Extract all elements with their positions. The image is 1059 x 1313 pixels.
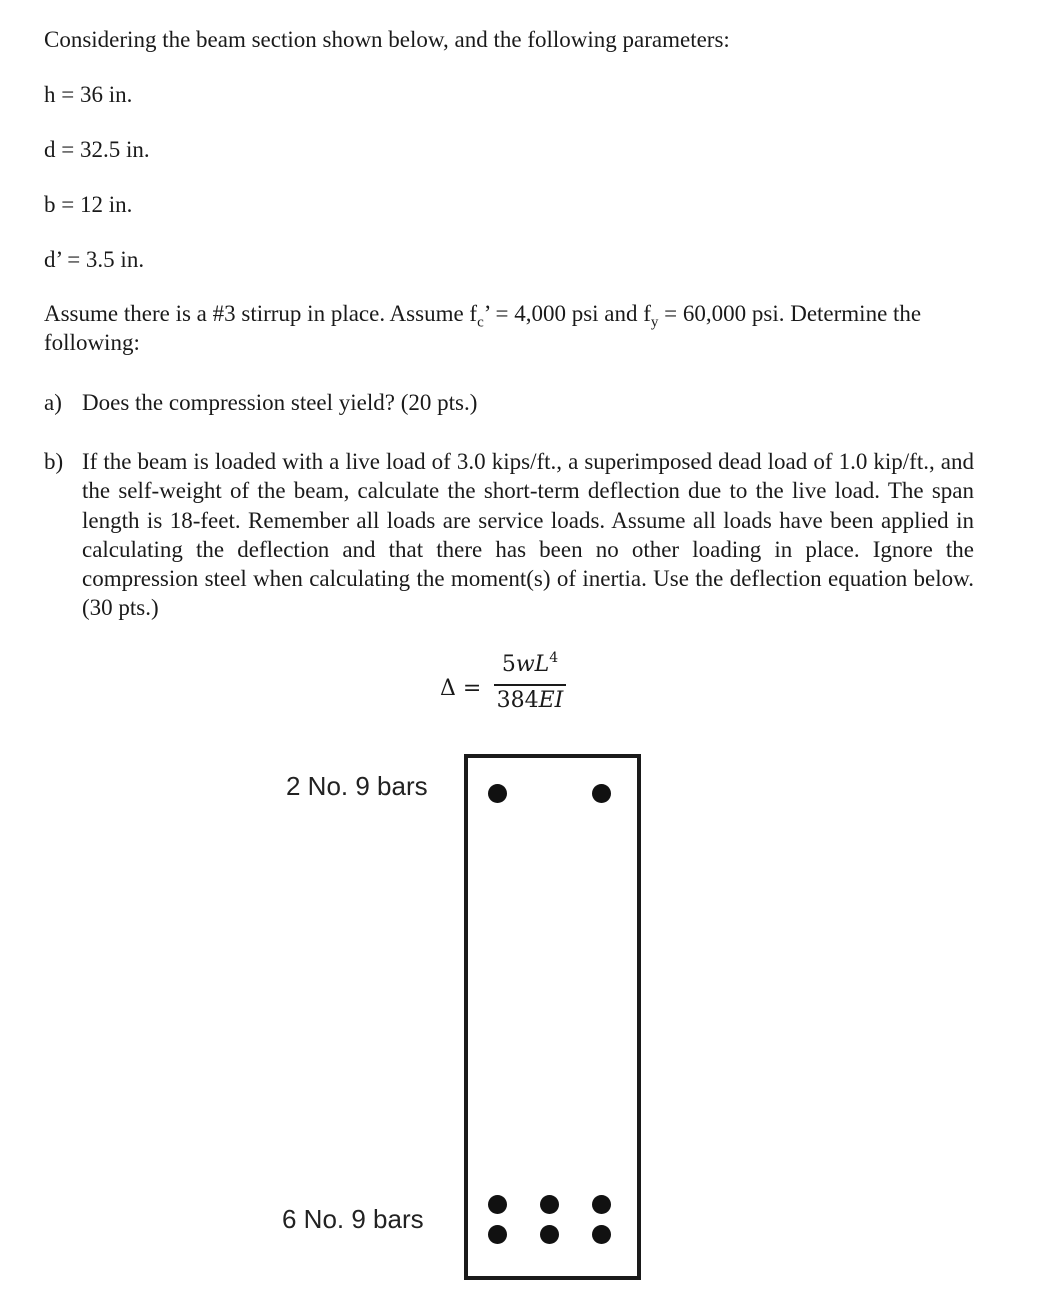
question-a bbox=[44, 388, 974, 417]
question-b-label: b) bbox=[44, 449, 64, 474]
tension-bar bbox=[592, 1195, 611, 1214]
fraction-bar bbox=[494, 684, 566, 686]
question-b-text: If the beam is loaded with a live load of 3.0 kips/ft., a superimposed dead load of 1.0 kip/ft., and the self-weight of the beam, calculate the short-term deflection due to the live load. The span length is 18-feet. Remember all loads are service loads. Assume all loads have been applied in calculating the deflection and that there has been no other loading in place. Ignore the compression steel when calculating the moment(s) of inertia. Use the deflection equation below. (30 pts.) bbox=[82, 449, 974, 621]
assumptions-text: Assume there is a #3 stirrup in place. Assume $f_c$’ = 4,000 psi and $f_y = 60,000$ psi. Determine the following: bbox=[44, 301, 922, 355]
compression-bar bbox=[592, 784, 611, 803]
beam-section bbox=[464, 754, 641, 1280]
top-bars-label: 2 No. 9 bars bbox=[286, 771, 428, 801]
question-a-label: a) bbox=[44, 390, 62, 415]
equation-denominator: 384EI bbox=[496, 688, 564, 713]
param-h: h = 36 in. bbox=[44, 82, 133, 107]
equation-numerator: $5wL^4$ bbox=[501, 650, 559, 677]
param-d: d = 32.5 in. bbox=[44, 137, 150, 162]
equation-lhs: Δ = bbox=[440, 676, 482, 701]
tension-bar bbox=[540, 1195, 559, 1214]
question-b bbox=[44, 447, 974, 623]
tension-bar bbox=[488, 1225, 507, 1244]
question-a-text: Does the compression steel yield? (20 pts.) bbox=[82, 390, 478, 415]
intro-text: Considering the beam section shown below, and the following parameters: bbox=[44, 27, 730, 52]
tension-bar bbox=[592, 1225, 611, 1244]
bottom-bars-label: 6 No. 9 bars bbox=[282, 1204, 424, 1234]
param-d-prime: d’ = 3.5 in. bbox=[44, 247, 145, 272]
param-b: b = 12 in. bbox=[44, 192, 133, 217]
compression-bar bbox=[488, 784, 507, 803]
tension-bar bbox=[488, 1195, 507, 1214]
tension-bar bbox=[540, 1225, 559, 1244]
